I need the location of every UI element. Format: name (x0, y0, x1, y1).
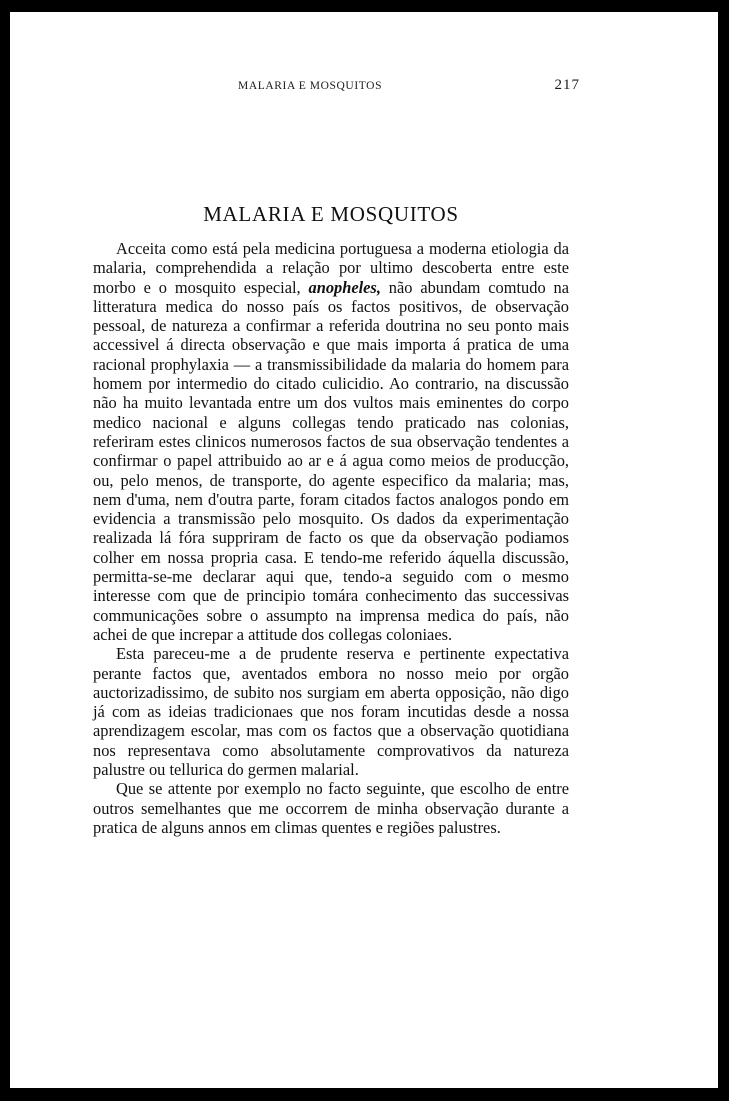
chapter-title: MALARIA E MOSQUITOS (203, 202, 459, 226)
paragraph-3: Que se attente por exemplo no facto seguinte, que escolho de entre outros semelhantes que me occorrem de minha observação durante a pratica de alguns annos em climas quentes e regiões palustres. (93, 779, 569, 837)
running-header (110, 77, 580, 100)
running-title: MALARIA E MOSQUITOS (238, 80, 383, 92)
paragraph-1-part-b: não abundam comtudo na litteratura medica do nosso país os factos positivos, de observação pessoal, de natureza a confirmar a referida doutrina no seu ponto mais accessivel á directa observação e que mais importa á pratica de uma racional prophylaxia — a transmissibilidade da malaria do homem para homem por intermedio do citado culicidio. Ao contrario, na discussão não ha muito levantada entre um dos vultos mais eminentes do corpo medico nacional e alguns collegas tendo praticado nas colonias, referiram estes clinicos numerosos factos de sua observação tendentes a confirmar o papel attribuido ao ar e á agua como meios de producção, ou, pelo menos, de transporte, do agente especifico da malaria; mas, nem d'uma, nem d'outra parte, foram citados factos analogos pondo em evidencia a transmissão pelo mosquito. Os dados da experimentação realizada lá fóra suppriram de facto os que da observação podiamos colher em nossa propria casa. E tendo-me referido áquella discussão, permitta-se-me declarar aqui que, tendo-a seguido com o mesmo interesse com que de principio tomára conhecimento das successivas communicações sobre o assumpto na imprensa medica do país, não achei de que increpar a attitude dos collegas coloniaes. (93, 277, 569, 644)
paragraph-1-emphasis: anopheles, (308, 277, 381, 297)
paragraph-1-part-a: Acceita como está pela medicina portuguesa a moderna etiologia da malaria, comprehendida a relação por ultimo descoberta entre este morbo e o mosquito especial, (93, 239, 569, 297)
body-text (93, 239, 569, 837)
paragraph-2: Esta pareceu-me a de prudente reserva e pertinente expectativa perante factos que, aventados embora no nosso meio por orgão auctorizadissimo, de subito nos surgiam em aberta opposição, não digo já com as ideias tradicionaes que nos foram incutidas desde a nossa aprendizagem escolar, mas com os factos que a observação quotidiana nos representava como absolutamente comprovativos da natureza palustre ou tellurica do germen malarial. (93, 644, 569, 780)
paragraph-1 (93, 239, 569, 644)
page-number: 217 (554, 77, 580, 93)
book-page (10, 12, 718, 1088)
